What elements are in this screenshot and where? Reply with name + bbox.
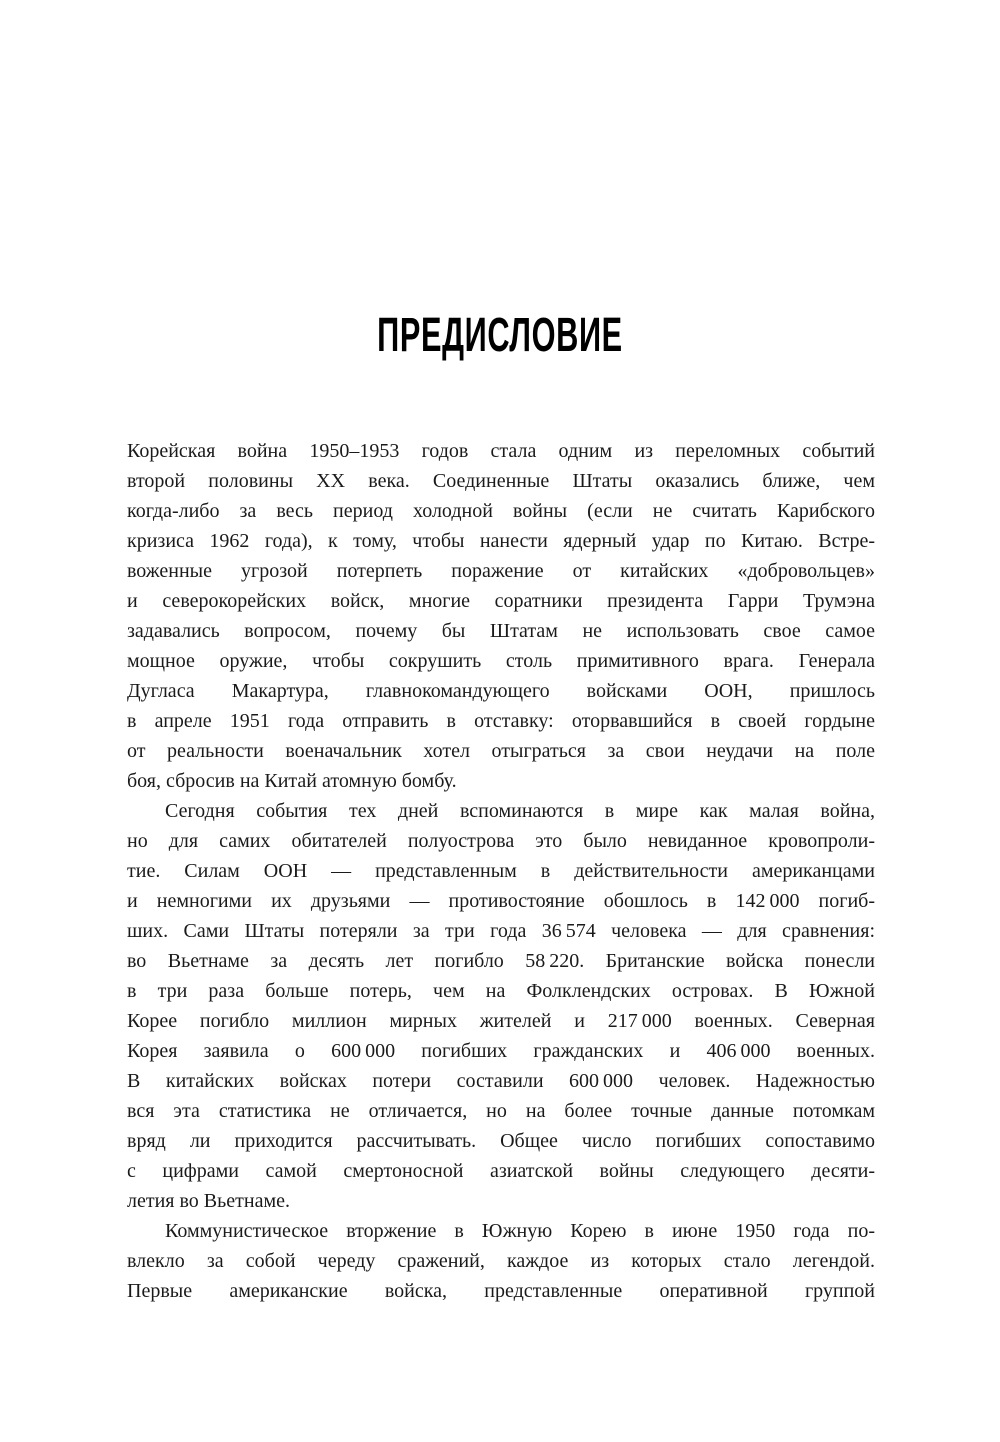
text-line: Корея заявила о 600 000 погибших гражданских и 406 000 военных. [127,1040,875,1062]
text-column [127,436,875,1306]
paragraph [127,1216,875,1306]
text-line: Корейская война 1950–1953 годов стала одним из переломных событий [127,440,875,462]
text-line: мощное оружие, чтобы сокрушить столь примитивного врага. Генерала [127,650,875,672]
text-line: во Вьетнаме за десять лет погибло 58 220. Британские войска понесли [127,950,875,972]
text-line: от реальности военачальник хотел отыграться за свои неудачи на поле [127,740,875,762]
text-line: Первые американские войска, представленные оперативной группой [127,1280,875,1302]
chapter-title [0,309,1000,362]
text-line: кризиса 1962 года), к тому, чтобы нанести ядерный удар по Китаю. Встре- [127,530,875,552]
paragraph [127,796,875,1216]
text-line: вся эта статистика не отличается, но на более точные данные потомкам [127,1100,875,1122]
text-line: с цифрами самой смертоносной азиатской войны следующего десяти- [127,1160,875,1182]
chapter-title-text: ПРЕДИСЛОВИЕ [377,309,623,362]
text-line: в три раза больше потерь, чем на Фолклендских островах. В Южной [127,980,875,1002]
text-line: второй половины XX века. Соединенные Штаты оказались ближе, чем [127,470,875,492]
text-line: когда-либо за весь период холодной войны (если не считать Карибского [127,500,875,522]
text-line: Коммунистическое вторжение в Южную Корею в июне 1950 года по- [165,1220,875,1242]
text-line: Дугласа Макартура, главнокомандующего войсками ООН, пришлось [127,680,875,702]
text-line: воженные угрозой потерпеть поражение от китайских «добровольцев» [127,560,875,582]
text-line: летия во Вьетнаме. [127,1190,290,1212]
text-line: тие. Силам ООН — представленным в действительности американцами [127,860,875,882]
text-line: вряд ли приходится рассчитывать. Общее число погибших сопоставимо [127,1130,875,1152]
text-line: задавались вопросом, почему бы Штатам не использовать свое самое [127,620,875,642]
text-line: В китайских войсках потери составили 600 000 человек. Надежностью [127,1070,875,1092]
text-line: Корее погибло миллион мирных жителей и 217 000 военных. Северная [127,1010,875,1032]
text-line: боя, сбросив на Китай атомную бомбу. [127,770,457,792]
text-line: в апреле 1951 года отправить в отставку: оторвавшийся в своей гордыне [127,710,875,732]
text-line: Сегодня события тех дней вспоминаются в мире как малая война, [165,800,875,822]
text-line: влекло за собой череду сражений, каждое из которых стало легендой. [127,1250,875,1272]
text-line: но для самих обитателей полуострова это было невиданное кровопроли- [127,830,875,852]
paragraph [127,436,875,796]
text-line: и северокорейских войск, многие соратники президента Гарри Трумэна [127,590,875,612]
text-line: ших. Сами Штаты потеряли за три года 36 574 человека — для сравнения: [127,920,875,942]
text-line: и немногими их друзьями — противостояние обошлось в 142 000 погиб- [127,890,875,912]
